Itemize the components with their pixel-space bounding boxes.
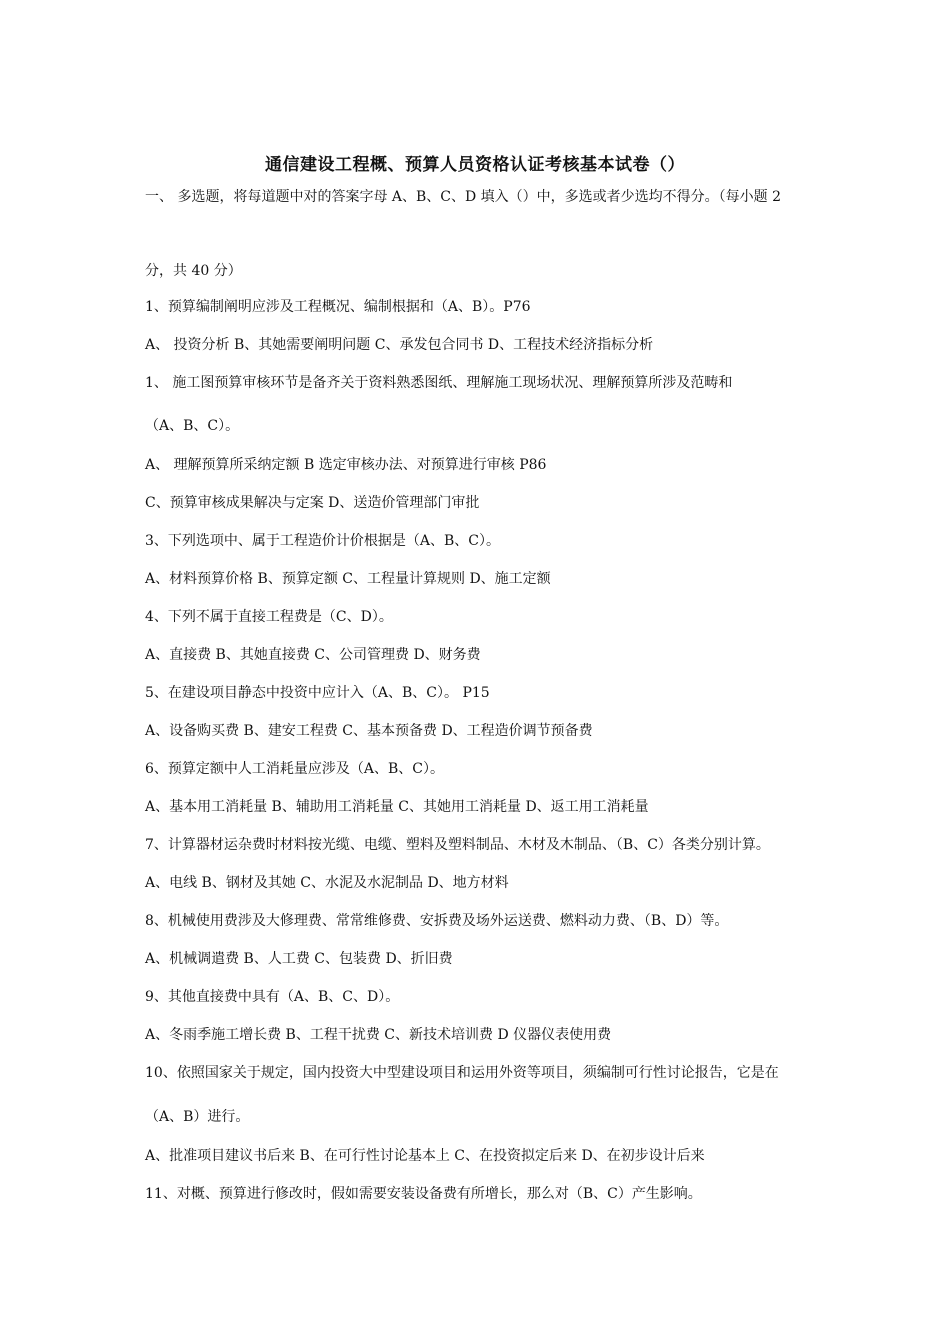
question-5-options: A、设备购买费 B、建安工程费 C、基本预备费 D、工程造价调节预备费 [145, 723, 593, 739]
question-10-options: A、批准项目建议书后来 B、在可行性讨论基本上 C、在投资拟定后来 D、在初步设计后来 [145, 1148, 705, 1164]
question-3: 3、下列选项中、属于工程造价计价根据是（A、B、C）。 [145, 533, 501, 549]
question-4: 4、下列不属于直接工程费是（C、D）。 [145, 609, 393, 625]
question-8-options: A、机械调遣费 B、人工费 C、包装费 D、折旧费 [145, 951, 453, 967]
question-9: 9、其他直接费中具有（A、B、C、D）。 [145, 989, 400, 1005]
question-2-options-line-2: C、预算审核成果解决与定案 D、送造价管理部门审批 [145, 495, 480, 511]
question-6: 6、预算定额中人工消耗量应涉及（A、B、C）。 [145, 761, 445, 777]
question-7: 7、计算器材运杂费时材料按光缆、电缆、塑料及塑料制品、木材及木制品、（B、C）各类分别计算。 [145, 837, 770, 853]
question-2-line-1: 1、 施工图预算审核环节是备齐关于资料熟悉图纸、理解施工现场状况、理解预算所涉及范畴和 [145, 375, 733, 391]
question-2-line-2: （A、B、C）。 [145, 418, 240, 434]
question-1-options: A、 投资分析 B、其她需要阐明问题 C、承发包合同书 D、工程技术经济指标分析 [145, 337, 654, 353]
question-8: 8、机械使用费涉及大修理费、常常维修费、安拆费及场外运送费、燃料动力费、（B、D）等。 [145, 913, 729, 929]
page-title: 通信建设工程概、预算人员资格认证考核基本试卷（） [265, 155, 685, 175]
question-1: 1、预算编制阐明应涉及工程概况、编制根据和（A、B）。P76 [145, 299, 531, 315]
question-10-line-1: 10、依照国家关于规定，国内投资大中型建设项目和运用外资等项目，须编制可行性讨论报告，它是在 [145, 1065, 779, 1081]
question-6-options: A、基本用工消耗量 B、辅助用工消耗量 C、其她用工消耗量 D、返工用工消耗量 [145, 799, 649, 815]
section-instruction-line-2: 分，共 40 分） [145, 263, 242, 279]
section-instruction-line-1: 一、 多选题，将每道题中对的答案字母 A、B、C、D 填入（）中，多选或者少选均不得分。（每小题 2 [145, 189, 782, 205]
question-7-options: A、电线 B、钢材及其她 C、水泥及水泥制品 D、地方材料 [145, 875, 509, 891]
question-10-line-2: （A、B）进行。 [145, 1109, 250, 1125]
question-3-options: A、材料预算价格 B、预算定额 C、工程量计算规则 D、施工定额 [145, 571, 551, 587]
question-5: 5、在建设项目静态中投资中应计入（A、B、C）。 P15 [145, 685, 490, 701]
question-9-options: A、冬雨季施工增长费 B、工程干扰费 C、新技术培训费 D 仪器仪表使用费 [145, 1027, 612, 1043]
question-2-options-line-1: A、 理解预算所采纳定额 B 选定审核办法、对预算进行审核 P86 [145, 457, 547, 473]
question-4-options: A、直接费 B、其她直接费 C、公司管理费 D、财务费 [145, 647, 481, 663]
question-11: 11、对概、预算进行修改时，假如需要安装设备费有所增长，那么对（B、C）产生影响。 [145, 1186, 702, 1202]
